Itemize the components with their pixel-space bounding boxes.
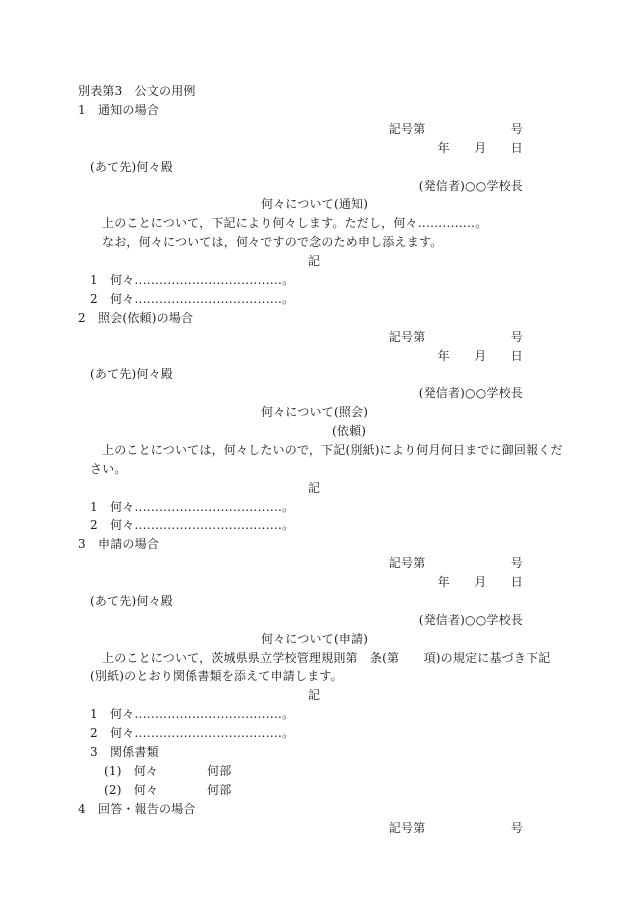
section-3-addressee: (あて先)何々殿	[90, 594, 173, 608]
section-3-sender: (発信者)○○学校長	[418, 613, 523, 627]
section-1-heading: 1 通知の場合	[78, 103, 160, 117]
section-3-sub-item-1: (1) 何々 何部	[104, 764, 232, 778]
section-3-item-2: 2 何々‥‥‥‥‥‥‥‥‥‥‥‥‥‥‥‥‥‥。	[90, 726, 295, 740]
section-2-addressee: (あて先)何々殿	[90, 367, 173, 381]
section-1-date: 年 月 日	[437, 141, 523, 155]
section-2-item-1: 1 何々‥‥‥‥‥‥‥‥‥‥‥‥‥‥‥‥‥‥。	[90, 500, 295, 514]
section-2-ki-mark: 記	[308, 481, 321, 495]
section-2-subject: 何々について(照会)	[261, 405, 369, 419]
section-3-body-line-2: (別紙)のとおり関係書類を添えて申請します。	[90, 669, 343, 683]
section-2-item-2: 2 何々‥‥‥‥‥‥‥‥‥‥‥‥‥‥‥‥‥‥。	[90, 518, 295, 532]
section-3-item-1: 1 何々‥‥‥‥‥‥‥‥‥‥‥‥‥‥‥‥‥‥。	[90, 707, 295, 721]
section-1-item-2: 2 何々‥‥‥‥‥‥‥‥‥‥‥‥‥‥‥‥‥‥。	[90, 292, 295, 306]
section-1-item-1: 1 何々‥‥‥‥‥‥‥‥‥‥‥‥‥‥‥‥‥‥。	[90, 273, 295, 287]
section-2-date: 年 月 日	[437, 349, 523, 363]
section-1-body-line-2: なお，何々については，何々ですので念のため申し添えます。	[102, 235, 443, 249]
section-1-subject: 何々について(通知)	[261, 197, 369, 211]
document-title: 別表第3 公文の用例	[78, 84, 196, 98]
section-3-date: 年 月 日	[437, 575, 523, 589]
section-2-ref-number: 記号第 号	[388, 330, 523, 344]
section-2-sender: (発信者)○○学校長	[418, 386, 523, 400]
section-4-heading: 4 回答・報告の場合	[78, 802, 196, 816]
section-3-subject: 何々について(申請)	[261, 632, 369, 646]
section-2-heading: 2 照会(依頼)の場合	[78, 311, 194, 325]
section-3-heading: 3 申請の場合	[78, 537, 160, 551]
section-1-body-line-1: 上のことについて，下記により何々します。ただし，何々‥‥‥‥‥‥‥。	[102, 216, 488, 230]
section-3-ki-mark: 記	[308, 688, 321, 702]
section-1-ref-number: 記号第 号	[388, 122, 523, 136]
section-3-item-3: 3 関係書類	[90, 745, 159, 759]
section-2-body-line-2: さい。	[90, 462, 127, 476]
section-1-addressee: (あて先)何々殿	[90, 160, 173, 174]
section-2-body-line-1: 上のことについては，何々したいので，下記(別紙)により何月何日までに御回報くだ	[102, 443, 563, 457]
section-3-ref-number: 記号第 号	[388, 556, 523, 570]
section-1-ki-mark: 記	[308, 254, 321, 268]
section-2-subject-alt: (依頼)	[332, 424, 367, 438]
section-3-body-line-1: 上のことについて，茨城県県立学校管理規則第 条(第 項)の規定に基づき下記	[102, 651, 551, 665]
section-1-sender: (発信者)○○学校長	[418, 179, 523, 193]
section-3-sub-item-2: (2) 何々 何部	[104, 783, 232, 797]
section-4-ref-number: 記号第 号	[388, 821, 523, 835]
